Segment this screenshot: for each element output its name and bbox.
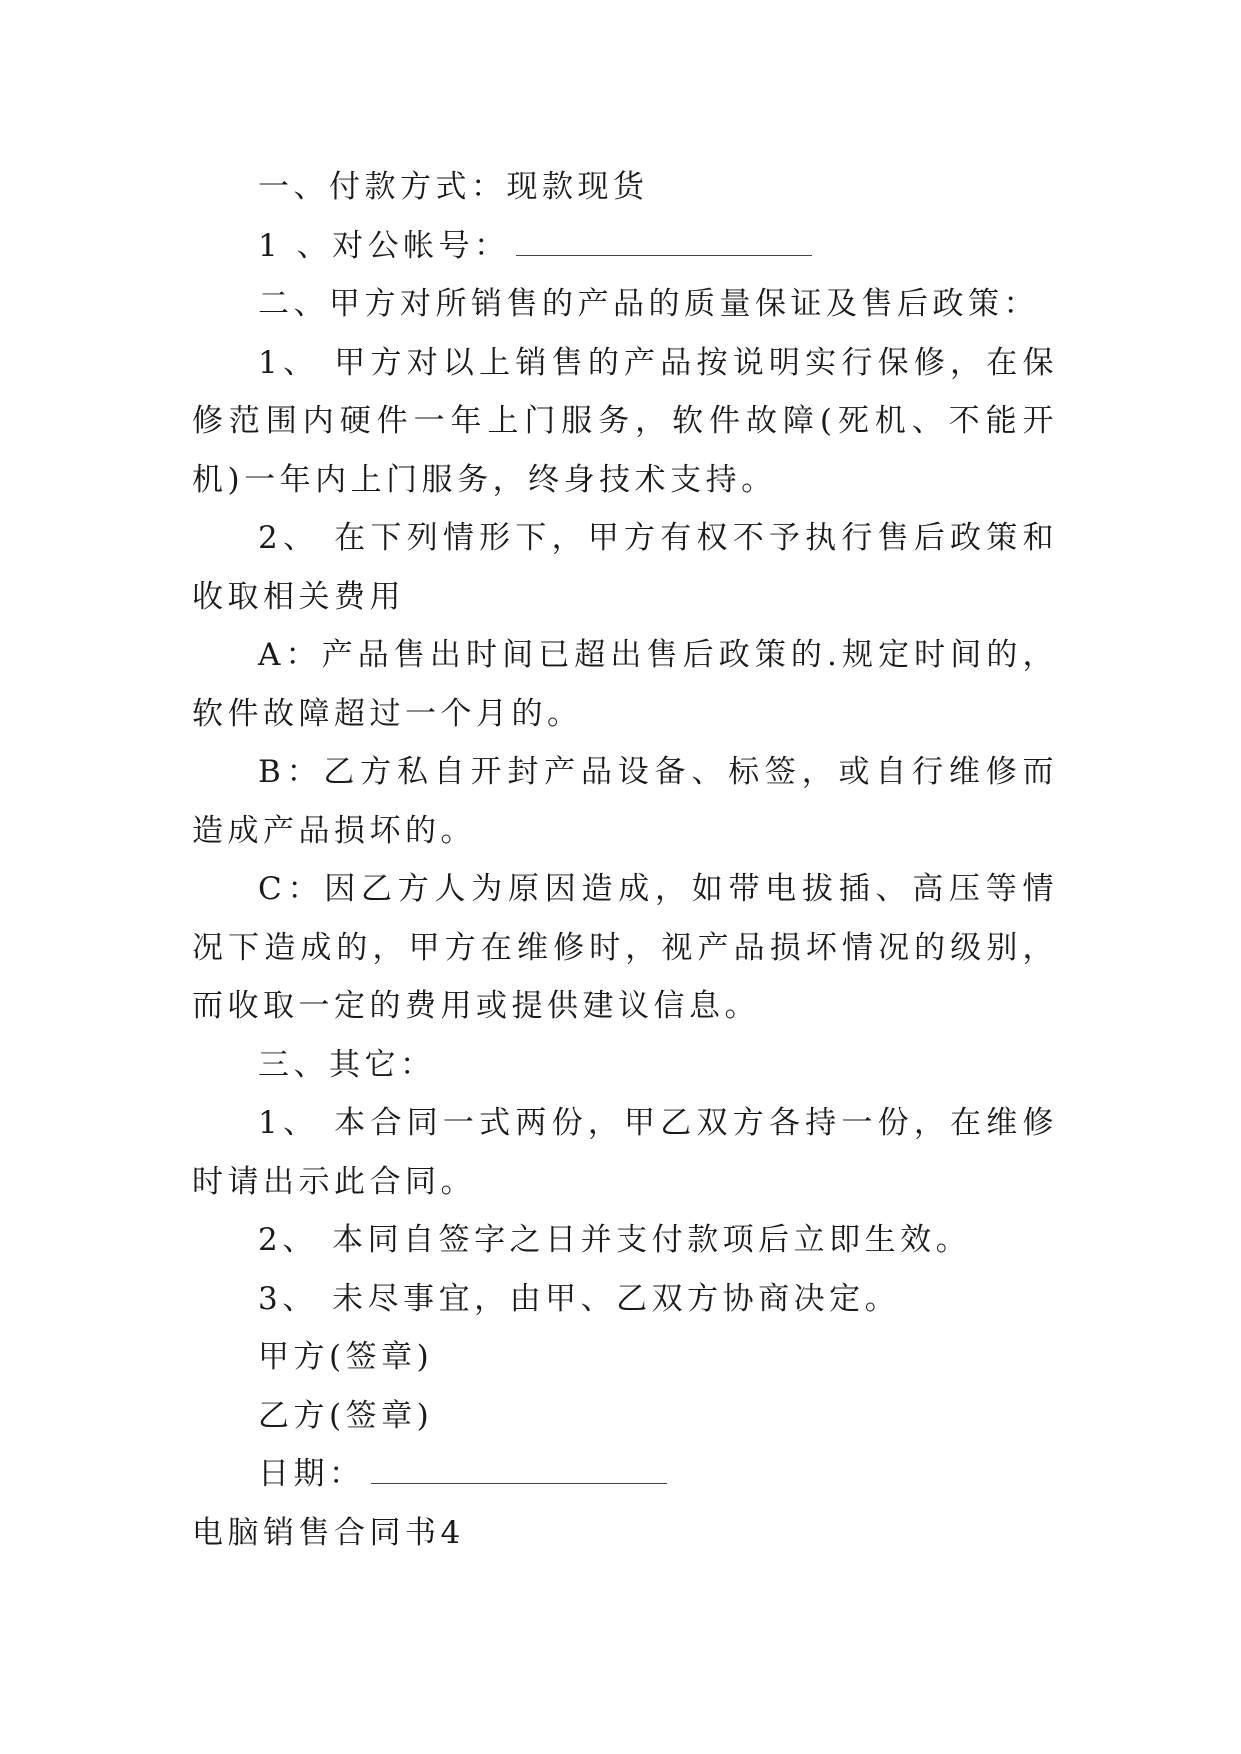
warranty-policy-heading: 二、甲方对所销售的产品的质量保证及售后政策： xyxy=(258,286,1039,322)
party-b-signature: 乙方(签章) xyxy=(258,1397,434,1434)
next-section-title: 电脑销售合同书4 xyxy=(192,1514,465,1551)
exclusion-a: A：产品售出时间已超出售后政策的.规定时间的，软件故障超过一个月的。 xyxy=(192,637,1058,732)
other-clause-1: 1、 本合同一式两份，甲乙双方各持一份，在维修时请出示此合同。 xyxy=(192,1105,1058,1200)
date-label: 日期： xyxy=(258,1456,365,1492)
date-blank xyxy=(371,1453,667,1484)
exclusion-b: B：乙方私自开封产品设备、标签，或自行维修而造成产品损坏的。 xyxy=(192,754,1058,849)
other-heading: 三、其它： xyxy=(258,1046,436,1083)
account-number-line xyxy=(192,217,1058,276)
party-a-signature: 甲方(签章) xyxy=(258,1339,434,1375)
date-line xyxy=(192,1445,1058,1504)
warranty-clause-1: 1、 甲方对以上销售的产品按说明实行保修，在保修范围内硬件一年上门服务，软件故障(死机、不能开机)一年内上门服务，终身技术支持。 xyxy=(192,344,1058,498)
exclusion-c: C：因乙方人为原因造成，如带电拔插、高压等情况下造成的，甲方在维修时，视产品损坏情况的级别，而收取一定的费用或提供建议信息。 xyxy=(192,871,1058,1024)
warranty-clause-2: 2、 在下列情形下，甲方有权不予执行售后政策和收取相关费用 xyxy=(192,520,1058,615)
other-clause-3: 3、 未尽事宜，由甲、乙双方协商决定。 xyxy=(258,1280,901,1317)
document-body xyxy=(192,158,1058,1562)
other-clause-2: 2、 本同自签字之日并支付款项后立即生效。 xyxy=(258,1222,972,1258)
account-number-label: 1 、对公帐号： xyxy=(258,227,510,264)
account-number-blank xyxy=(516,225,812,256)
payment-method-heading: 一、付款方式：现款现货 xyxy=(258,169,649,205)
